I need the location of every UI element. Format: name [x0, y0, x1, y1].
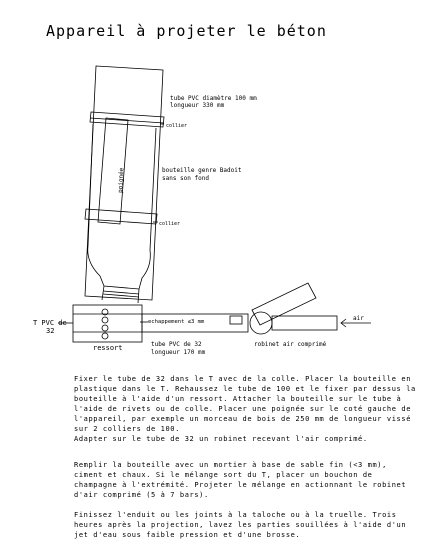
label-bouteille: bouteille genre Badoit	[162, 167, 242, 174]
robinet-valve	[250, 312, 272, 334]
label-echappement: echappement ≤3 mm	[148, 319, 205, 325]
paragraph-assembly: Fixer le tube de 32 dans le T avec de la colle. Placer la bouteille en plastique dans le T. Rehaussez le tube de 100 et le fixer par dessus la bouteille à l'aide d'un ressort. Attacher la bouteille sur le tube à l'aide de rivets ou de colle. Placer une poignée sur le coté gauche de l'appareil, par exemple un morceau de bois de 250 mm de longueur vissé sur 2 colliers de 100. Adapter sur le tube de 32 un robinet recevant l'air comprimé.	[74, 375, 416, 443]
label-tube-pvc-100-length: longueur 330 mm	[170, 102, 225, 109]
label-t-pvc: T PVC de	[33, 319, 67, 327]
robinet-handle	[252, 283, 316, 325]
label-poignee: poignée	[117, 167, 126, 194]
label-bouteille-sans-fond: sans son fond	[162, 175, 209, 182]
label-collier-bottom: collier	[159, 221, 181, 227]
collier-top	[90, 112, 164, 127]
label-t-pvc-32: 32	[46, 327, 55, 335]
label-collier-top: collier	[166, 123, 188, 129]
instructions-filling	[74, 460, 419, 500]
label-air: air	[353, 315, 364, 322]
label-tube-pvc-32: tube PVC de 32	[151, 341, 202, 348]
page-title: Appareil à projeter le béton	[46, 22, 327, 40]
bottle-badoit	[88, 124, 156, 289]
instructions-finishing	[74, 510, 419, 540]
paragraph-filling: Remplir la bouteille avec un mortier à base de sable fin (<3 mm), ciment et chaux. Si le mélange sort du T, placer un bouchon de champagne à l'extrémité. Projeter le mélange en actionnant le robinet d'air comprimé (5 à 7 bars).	[74, 461, 407, 499]
label-tube-pvc-32-length: longueur 170 mm	[151, 349, 206, 356]
ressort-spring	[102, 309, 108, 339]
label-tube-pvc-100: tube PVC diamètre 100 mm	[170, 95, 257, 102]
paragraph-finishing: Finissez l'enduit ou les joints à la taloche ou à la truelle. Trois heures après la projection, lavez les parties souillées à l'aide d'un jet d'eau sous faible pression et d'une brosse.	[74, 511, 407, 539]
label-ressort: ressort	[93, 344, 123, 352]
label-robinet: robinet air comprimé	[254, 341, 327, 348]
instructions	[74, 374, 419, 444]
